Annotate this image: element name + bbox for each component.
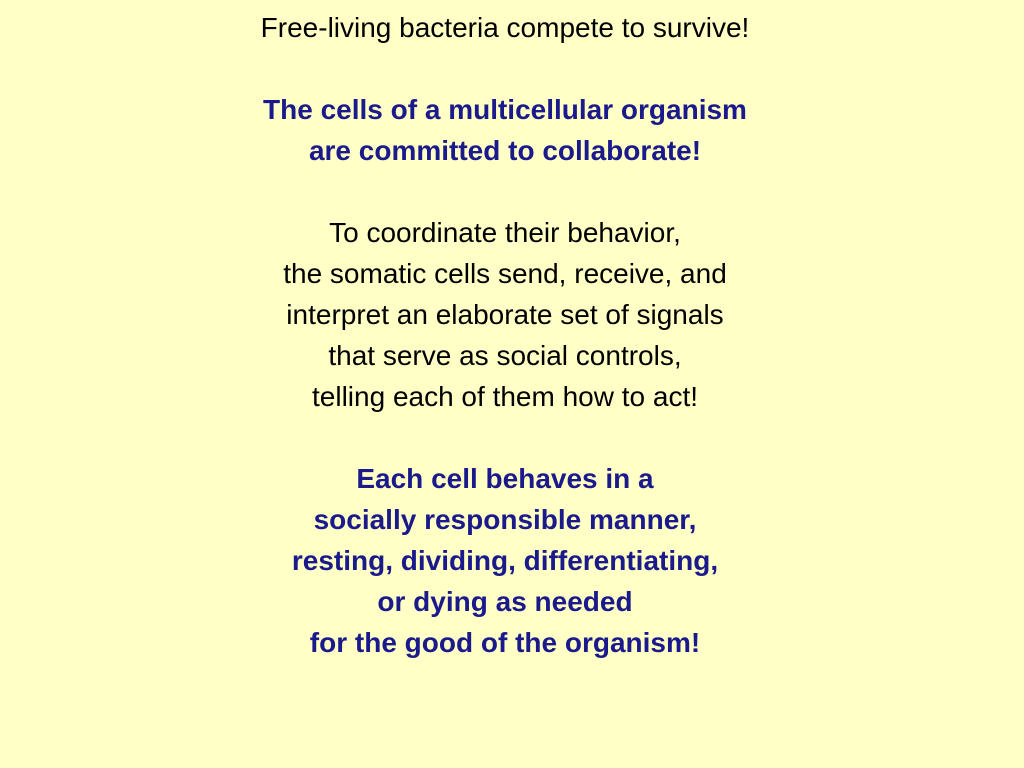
responsibility-line-1: Each cell behaves in a <box>356 463 654 494</box>
intro-line: Free-living bacteria compete to survive! <box>260 12 750 43</box>
responsibility-line-4: or dying as needed <box>377 586 633 617</box>
responsibility-line-5: for the good of the organism! <box>309 627 701 658</box>
coordination-line-4: that serve as social controls, <box>328 340 682 371</box>
collaboration-line-2: are committed to collaborate! <box>308 135 702 166</box>
coordination-line-2: the somatic cells send, receive, and <box>283 258 727 289</box>
responsibility-line-3: resting, dividing, differentiating, <box>291 545 719 576</box>
coordination-line-3: interpret an elaborate set of signals <box>286 299 724 330</box>
coordination-line-5: telling each of them how to act! <box>312 381 698 412</box>
responsibility-line-2: socially responsible manner, <box>313 504 697 535</box>
collaboration-line-1: The cells of a multicellular organism <box>263 94 747 125</box>
coordination-line-1: To coordinate their behavior, <box>329 217 681 248</box>
